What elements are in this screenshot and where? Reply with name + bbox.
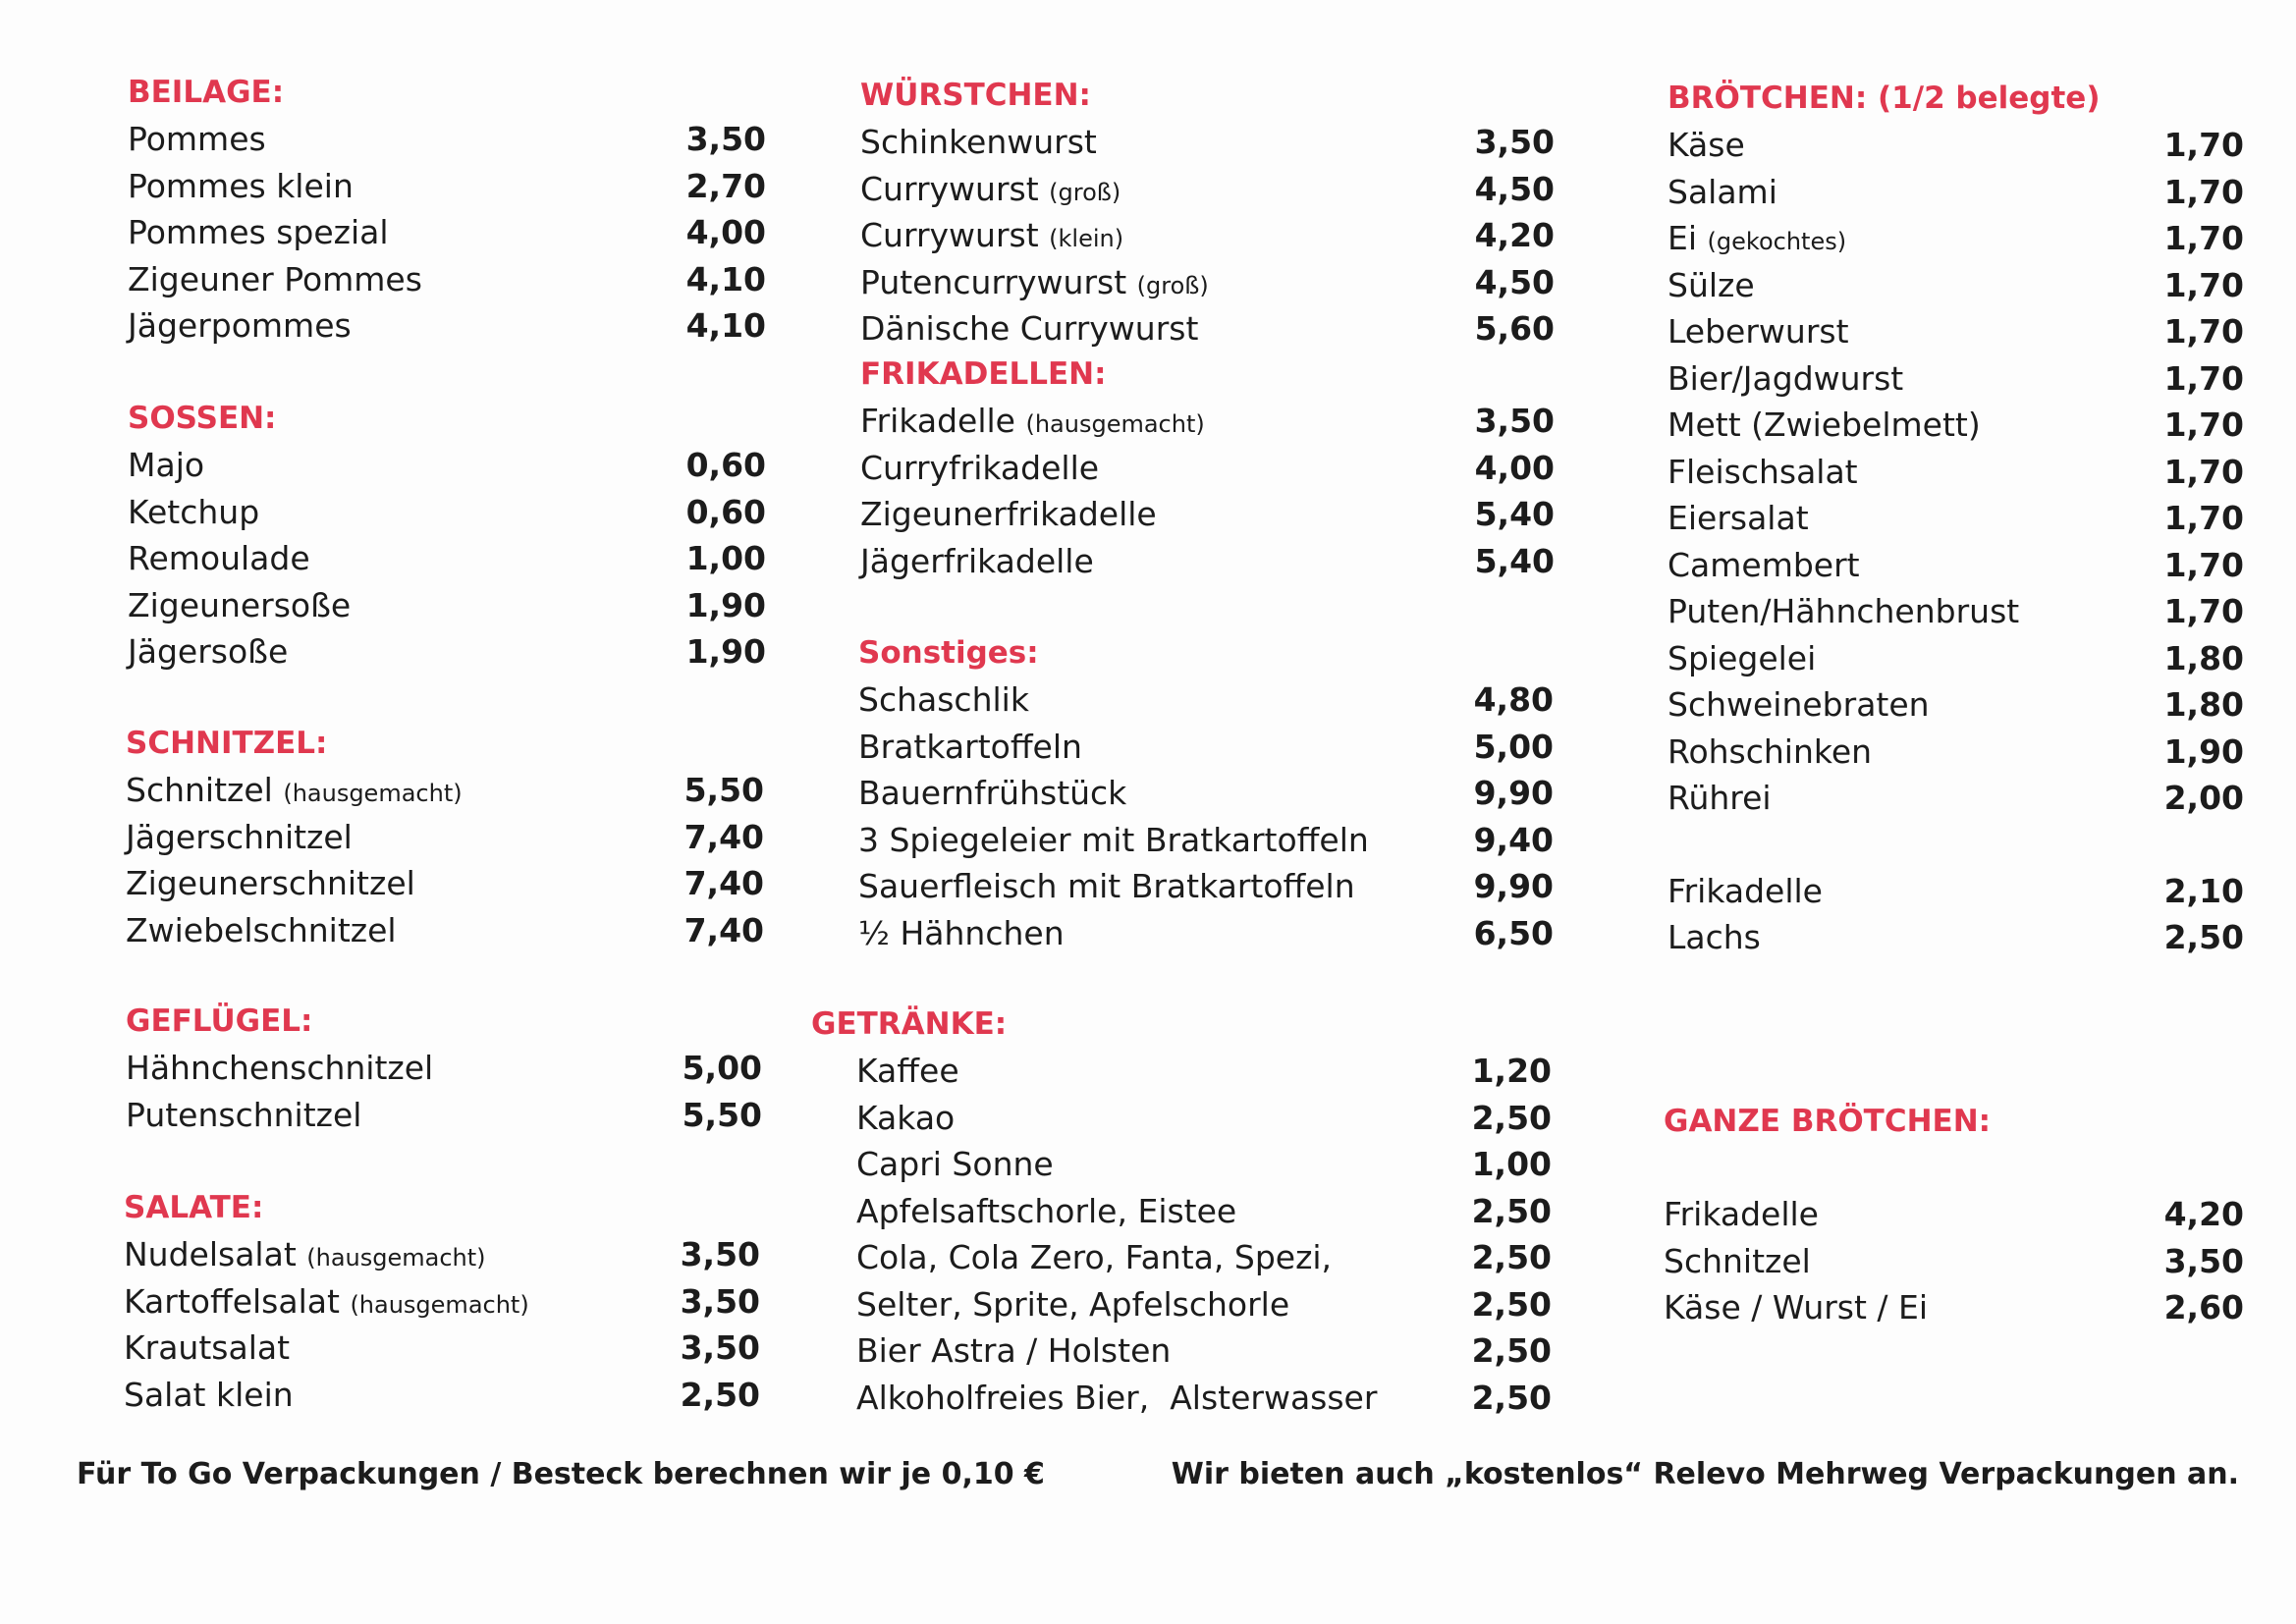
menu-item <box>126 1045 762 1092</box>
item-price: 5,50 <box>682 1095 762 1134</box>
section-heading: GANZE BRÖTCHEN: <box>1664 1104 1992 1139</box>
item-price: 1,00 <box>1471 1145 1552 1183</box>
item-name: Kartoffelsalat <box>124 1281 340 1321</box>
item-name: Mett (Zwiebelmett) <box>1667 406 1981 444</box>
item-note: (groß) <box>1136 271 1209 299</box>
item-name: Salami <box>1667 172 1777 211</box>
section-heading: BEILAGE: <box>128 75 285 110</box>
menu-item <box>1667 635 2244 682</box>
menu-item <box>1667 402 2244 449</box>
item-price: 1,70 <box>2163 265 2244 304</box>
item-name: Sauerfleisch mit Bratkartoffeln <box>858 867 1355 905</box>
footer-packaging-note: Für To Go Verpackungen / Besteck berechnen wir je 0,10 € <box>77 1457 1045 1491</box>
item-name: Käse / Wurst / Ei <box>1664 1288 1929 1326</box>
item-price: 7,40 <box>683 864 764 902</box>
menu-item <box>1667 588 2244 635</box>
menu-item <box>860 305 1555 352</box>
item-price: 3,50 <box>2163 1241 2244 1280</box>
menu-item <box>860 398 1555 445</box>
item-name: Schweinebraten <box>1667 685 1930 724</box>
item-price: 5,50 <box>683 771 764 809</box>
menu-item <box>860 119 1555 166</box>
item-price: 9,90 <box>1473 867 1554 905</box>
item-name: Zigeuner Pommes <box>128 259 422 298</box>
item-price: 1,70 <box>2163 358 2244 398</box>
menu-item <box>856 1375 1552 1422</box>
item-price: 4,00 <box>685 213 766 251</box>
item-name: Frikadelle <box>1664 1195 1819 1233</box>
menu-item <box>1667 355 2244 403</box>
item-name: Nudelsalat <box>124 1235 297 1273</box>
item-price: 4,10 <box>685 306 766 345</box>
menu-item <box>124 1278 760 1326</box>
item-name: Curryfrikadelle <box>860 448 1100 487</box>
item-price: 1,70 <box>2163 126 2244 164</box>
item-name: ½ Hähnchen <box>858 913 1065 952</box>
item-name: Eiersalat <box>1667 499 1809 537</box>
menu-item <box>126 767 764 814</box>
item-price: 1,70 <box>2163 172 2244 211</box>
menu-item <box>856 1234 1552 1281</box>
item-price: 2,10 <box>2163 871 2244 910</box>
item-price: 4,00 <box>1474 448 1555 487</box>
section-heading: SCHNITZEL: <box>126 726 328 761</box>
menu-item <box>856 1327 1552 1375</box>
menu-item <box>128 116 766 163</box>
menu-item <box>128 489 766 536</box>
item-name: Jägerschnitzel <box>126 817 353 856</box>
menu-item <box>1664 1284 2244 1331</box>
menu-item <box>858 724 1554 771</box>
menu-item <box>858 677 1554 724</box>
menu-item <box>858 910 1554 957</box>
item-note: (hausgemacht) <box>1025 410 1205 438</box>
item-price: 7,40 <box>683 910 764 949</box>
menu-item <box>124 1325 760 1372</box>
item-name: Ei <box>1667 219 1698 257</box>
item-name: Camembert <box>1667 545 1860 584</box>
item-name: Sülze <box>1667 265 1755 304</box>
menu-item <box>126 860 764 907</box>
menu-item <box>860 491 1555 538</box>
item-price: 2,50 <box>2163 918 2244 956</box>
item-price: 3,50 <box>680 1281 760 1321</box>
item-name: Puten/Hähnchenbrust <box>1667 592 2020 630</box>
item-note: (klein) <box>1049 225 1124 252</box>
section-heading: WÜRSTCHEN: <box>860 78 1091 113</box>
item-name: Kakao <box>856 1098 956 1137</box>
item-price: 1,70 <box>2163 592 2244 630</box>
item-name: Rührei <box>1667 779 1772 817</box>
section-heading: SALATE: <box>124 1190 264 1225</box>
menu-item <box>126 1092 762 1139</box>
item-price: 5,00 <box>1473 727 1554 766</box>
menu-item <box>1664 1191 2244 1238</box>
section-heading: FRIKADELLEN: <box>860 356 1107 392</box>
menu-item <box>1667 215 2244 262</box>
item-name: Apfelsaftschorle, Eistee <box>856 1191 1237 1230</box>
menu-item <box>860 212 1555 259</box>
item-price: 7,40 <box>683 817 764 856</box>
item-price: 2,70 <box>685 166 766 205</box>
item-price: 4,20 <box>2163 1195 2244 1233</box>
item-price: 3,50 <box>685 120 766 158</box>
section-salate <box>124 1184 760 1418</box>
item-price: 3,50 <box>680 1328 760 1367</box>
item-price: 1,80 <box>2163 638 2244 677</box>
item-price: 2,50 <box>1471 1098 1552 1137</box>
menu-item <box>128 256 766 303</box>
item-note: (groß) <box>1049 178 1121 206</box>
item-name: Jägersoße <box>128 632 289 671</box>
item-price: 3,50 <box>1474 402 1555 440</box>
item-price: 1,70 <box>2163 219 2244 257</box>
menu-item <box>128 582 766 629</box>
item-name: Salat klein <box>124 1375 294 1414</box>
item-price: 2,50 <box>1471 1238 1552 1276</box>
section-beilage <box>128 69 766 350</box>
section-ganze-broetchen <box>1664 1098 2244 1331</box>
item-name: Remoulade <box>128 539 310 577</box>
item-name: Frikadelle <box>1667 871 1823 910</box>
item-price: 1,90 <box>685 632 766 671</box>
item-price: 1,70 <box>2163 499 2244 537</box>
item-name: Bier/Jagdwurst <box>1667 358 1904 398</box>
item-price: 3,50 <box>680 1235 760 1273</box>
item-note: (hausgemacht) <box>306 1244 486 1272</box>
item-note: (hausgemacht) <box>283 780 463 807</box>
item-name: Kaffee <box>856 1052 959 1090</box>
menu-item <box>1667 308 2244 355</box>
menu-item <box>858 817 1554 864</box>
item-name: Pommes <box>128 120 266 158</box>
item-name: Capri Sonne <box>856 1145 1054 1183</box>
section-heading: Sonstiges: <box>858 635 1039 671</box>
item-name: Käse <box>1667 126 1745 164</box>
item-name: Schinkenwurst <box>860 123 1097 161</box>
menu-item <box>1667 868 2244 915</box>
menu-item <box>1667 495 2244 542</box>
item-name: Pommes klein <box>128 166 354 205</box>
item-name: Spiegelei <box>1667 638 1817 677</box>
item-name: Bier Astra / Holsten <box>856 1331 1172 1370</box>
menu-item <box>1667 729 2244 776</box>
item-price: 2,50 <box>1471 1378 1552 1417</box>
item-name: Schnitzel <box>126 771 273 809</box>
item-name: Rohschinken <box>1667 731 1873 771</box>
item-note: (gekochtes) <box>1707 228 1847 255</box>
item-name: Schaschlik <box>858 680 1029 719</box>
item-name: Krautsalat <box>124 1328 291 1367</box>
item-price: 2,50 <box>680 1375 760 1414</box>
item-name: Selter, Sprite, Apfelschorle <box>856 1284 1290 1324</box>
item-note: (hausgemacht) <box>350 1290 529 1319</box>
item-price: 5,00 <box>682 1049 762 1087</box>
item-price: 4,50 <box>1474 169 1555 208</box>
menu-item <box>856 1281 1552 1328</box>
item-name: Bratkartoffeln <box>858 727 1082 766</box>
section-gefluegel <box>126 998 762 1138</box>
item-name: Cola, Cola Zero, Fanta, Spezi, <box>856 1238 1333 1276</box>
item-name: Currywurst <box>860 216 1039 254</box>
item-price: 2,50 <box>1471 1284 1552 1324</box>
section-broetchen <box>1667 75 2244 961</box>
item-price: 4,20 <box>1474 216 1555 254</box>
item-price: 1,20 <box>1471 1052 1552 1090</box>
menu-item <box>1667 262 2244 309</box>
item-price: 2,60 <box>2163 1288 2244 1326</box>
item-price: 2,50 <box>1471 1191 1552 1230</box>
item-name: Schnitzel <box>1664 1241 1811 1280</box>
item-name: Bauernfrühstück <box>858 774 1127 812</box>
item-price: 9,90 <box>1473 774 1554 812</box>
menu-item <box>124 1231 760 1278</box>
section-heading: GETRÄNKE: <box>811 1006 1008 1042</box>
section-sonstiges <box>858 629 1554 956</box>
menu-item <box>1667 169 2244 216</box>
item-name: Lachs <box>1667 918 1761 956</box>
item-price: 1,80 <box>2163 685 2244 724</box>
item-name: Currywurst <box>860 169 1039 208</box>
section-sossen <box>128 395 766 676</box>
menu-item <box>858 770 1554 817</box>
item-name: Majo <box>128 446 205 484</box>
item-name: Ketchup <box>128 492 260 531</box>
menu-item <box>124 1372 760 1419</box>
section-heading: BRÖTCHEN: (1/2 belegte) <box>1667 81 2101 116</box>
menu-item <box>1667 775 2244 822</box>
getraenke-list <box>811 1048 1552 1421</box>
section-schnitzel <box>126 720 764 953</box>
item-price: 1,70 <box>2163 406 2244 444</box>
item-price: 4,80 <box>1473 680 1554 719</box>
item-price: 2,00 <box>2163 779 2244 817</box>
item-price: 3,50 <box>1474 123 1555 161</box>
menu-item <box>856 1141 1552 1188</box>
item-name: Zigeunersoße <box>128 585 352 624</box>
section-wuerstchen <box>860 72 1555 352</box>
item-name: Hähnchenschnitzel <box>126 1049 434 1087</box>
item-price: 1,70 <box>2163 452 2244 491</box>
menu-item <box>856 1188 1552 1235</box>
item-price: 1,00 <box>685 539 766 577</box>
menu-item <box>1667 449 2244 496</box>
item-name: Frikadelle <box>860 402 1015 440</box>
item-name: 3 Spiegeleier mit Bratkartoffeln <box>858 820 1369 859</box>
menu-item <box>128 628 766 676</box>
item-name: Pommes spezial <box>128 213 389 251</box>
item-name: Fleischsalat <box>1667 452 1858 491</box>
item-name: Jägerpommes <box>128 306 352 345</box>
menu-item <box>860 538 1555 585</box>
section-heading: SOSSEN: <box>128 401 277 436</box>
menu-item <box>1664 1238 2244 1285</box>
item-name: Dänische Currywurst <box>860 309 1199 348</box>
item-price: 1,70 <box>2163 312 2244 351</box>
item-price: 5,40 <box>1474 495 1555 533</box>
menu-item <box>128 163 766 210</box>
section-frikadellen <box>860 351 1555 584</box>
menu-item <box>860 445 1555 492</box>
item-price: 5,60 <box>1474 309 1555 348</box>
item-name: Zigeunerschnitzel <box>126 864 415 902</box>
menu-item <box>1667 542 2244 589</box>
item-price: 0,60 <box>685 492 766 531</box>
menu-item <box>128 302 766 350</box>
item-price: 1,90 <box>685 585 766 624</box>
item-name: Putencurrywurst <box>860 262 1127 301</box>
item-price: 9,40 <box>1473 820 1554 859</box>
item-name: Zwiebelschnitzel <box>126 910 397 949</box>
item-name: Putenschnitzel <box>126 1095 362 1134</box>
item-price: 4,10 <box>685 259 766 298</box>
menu-item <box>1667 122 2244 169</box>
menu-item <box>1667 914 2244 961</box>
item-price: 2,50 <box>1471 1331 1552 1370</box>
menu-item <box>128 209 766 256</box>
menu-item <box>128 442 766 489</box>
section-getraenke <box>811 1001 1552 1421</box>
footer-reusable-note: Wir bieten auch „kostenlos“ Relevo Mehrweg Verpackungen an. <box>1171 1457 2239 1491</box>
item-price: 5,40 <box>1474 541 1555 580</box>
menu-item <box>858 863 1554 910</box>
menu-item <box>860 166 1555 213</box>
item-name: Leberwurst <box>1667 312 1849 351</box>
menu-item <box>1667 681 2244 729</box>
menu-item <box>856 1095 1552 1142</box>
menu-item <box>856 1048 1552 1095</box>
menu-item <box>126 814 764 861</box>
menu-item <box>126 907 764 954</box>
item-name: Jägerfrikadelle <box>860 541 1094 580</box>
item-price: 4,50 <box>1474 262 1555 301</box>
item-name: Alkoholfreies Bier, Alsterwasser <box>856 1378 1378 1417</box>
item-price: 6,50 <box>1473 913 1554 952</box>
menu-item <box>128 535 766 582</box>
item-name: Zigeunerfrikadelle <box>860 495 1157 533</box>
item-price: 0,60 <box>685 446 766 484</box>
menu-item <box>860 259 1555 306</box>
item-price: 1,90 <box>2163 731 2244 771</box>
section-heading: GEFLÜGEL: <box>126 1003 313 1039</box>
item-price: 1,70 <box>2163 545 2244 584</box>
